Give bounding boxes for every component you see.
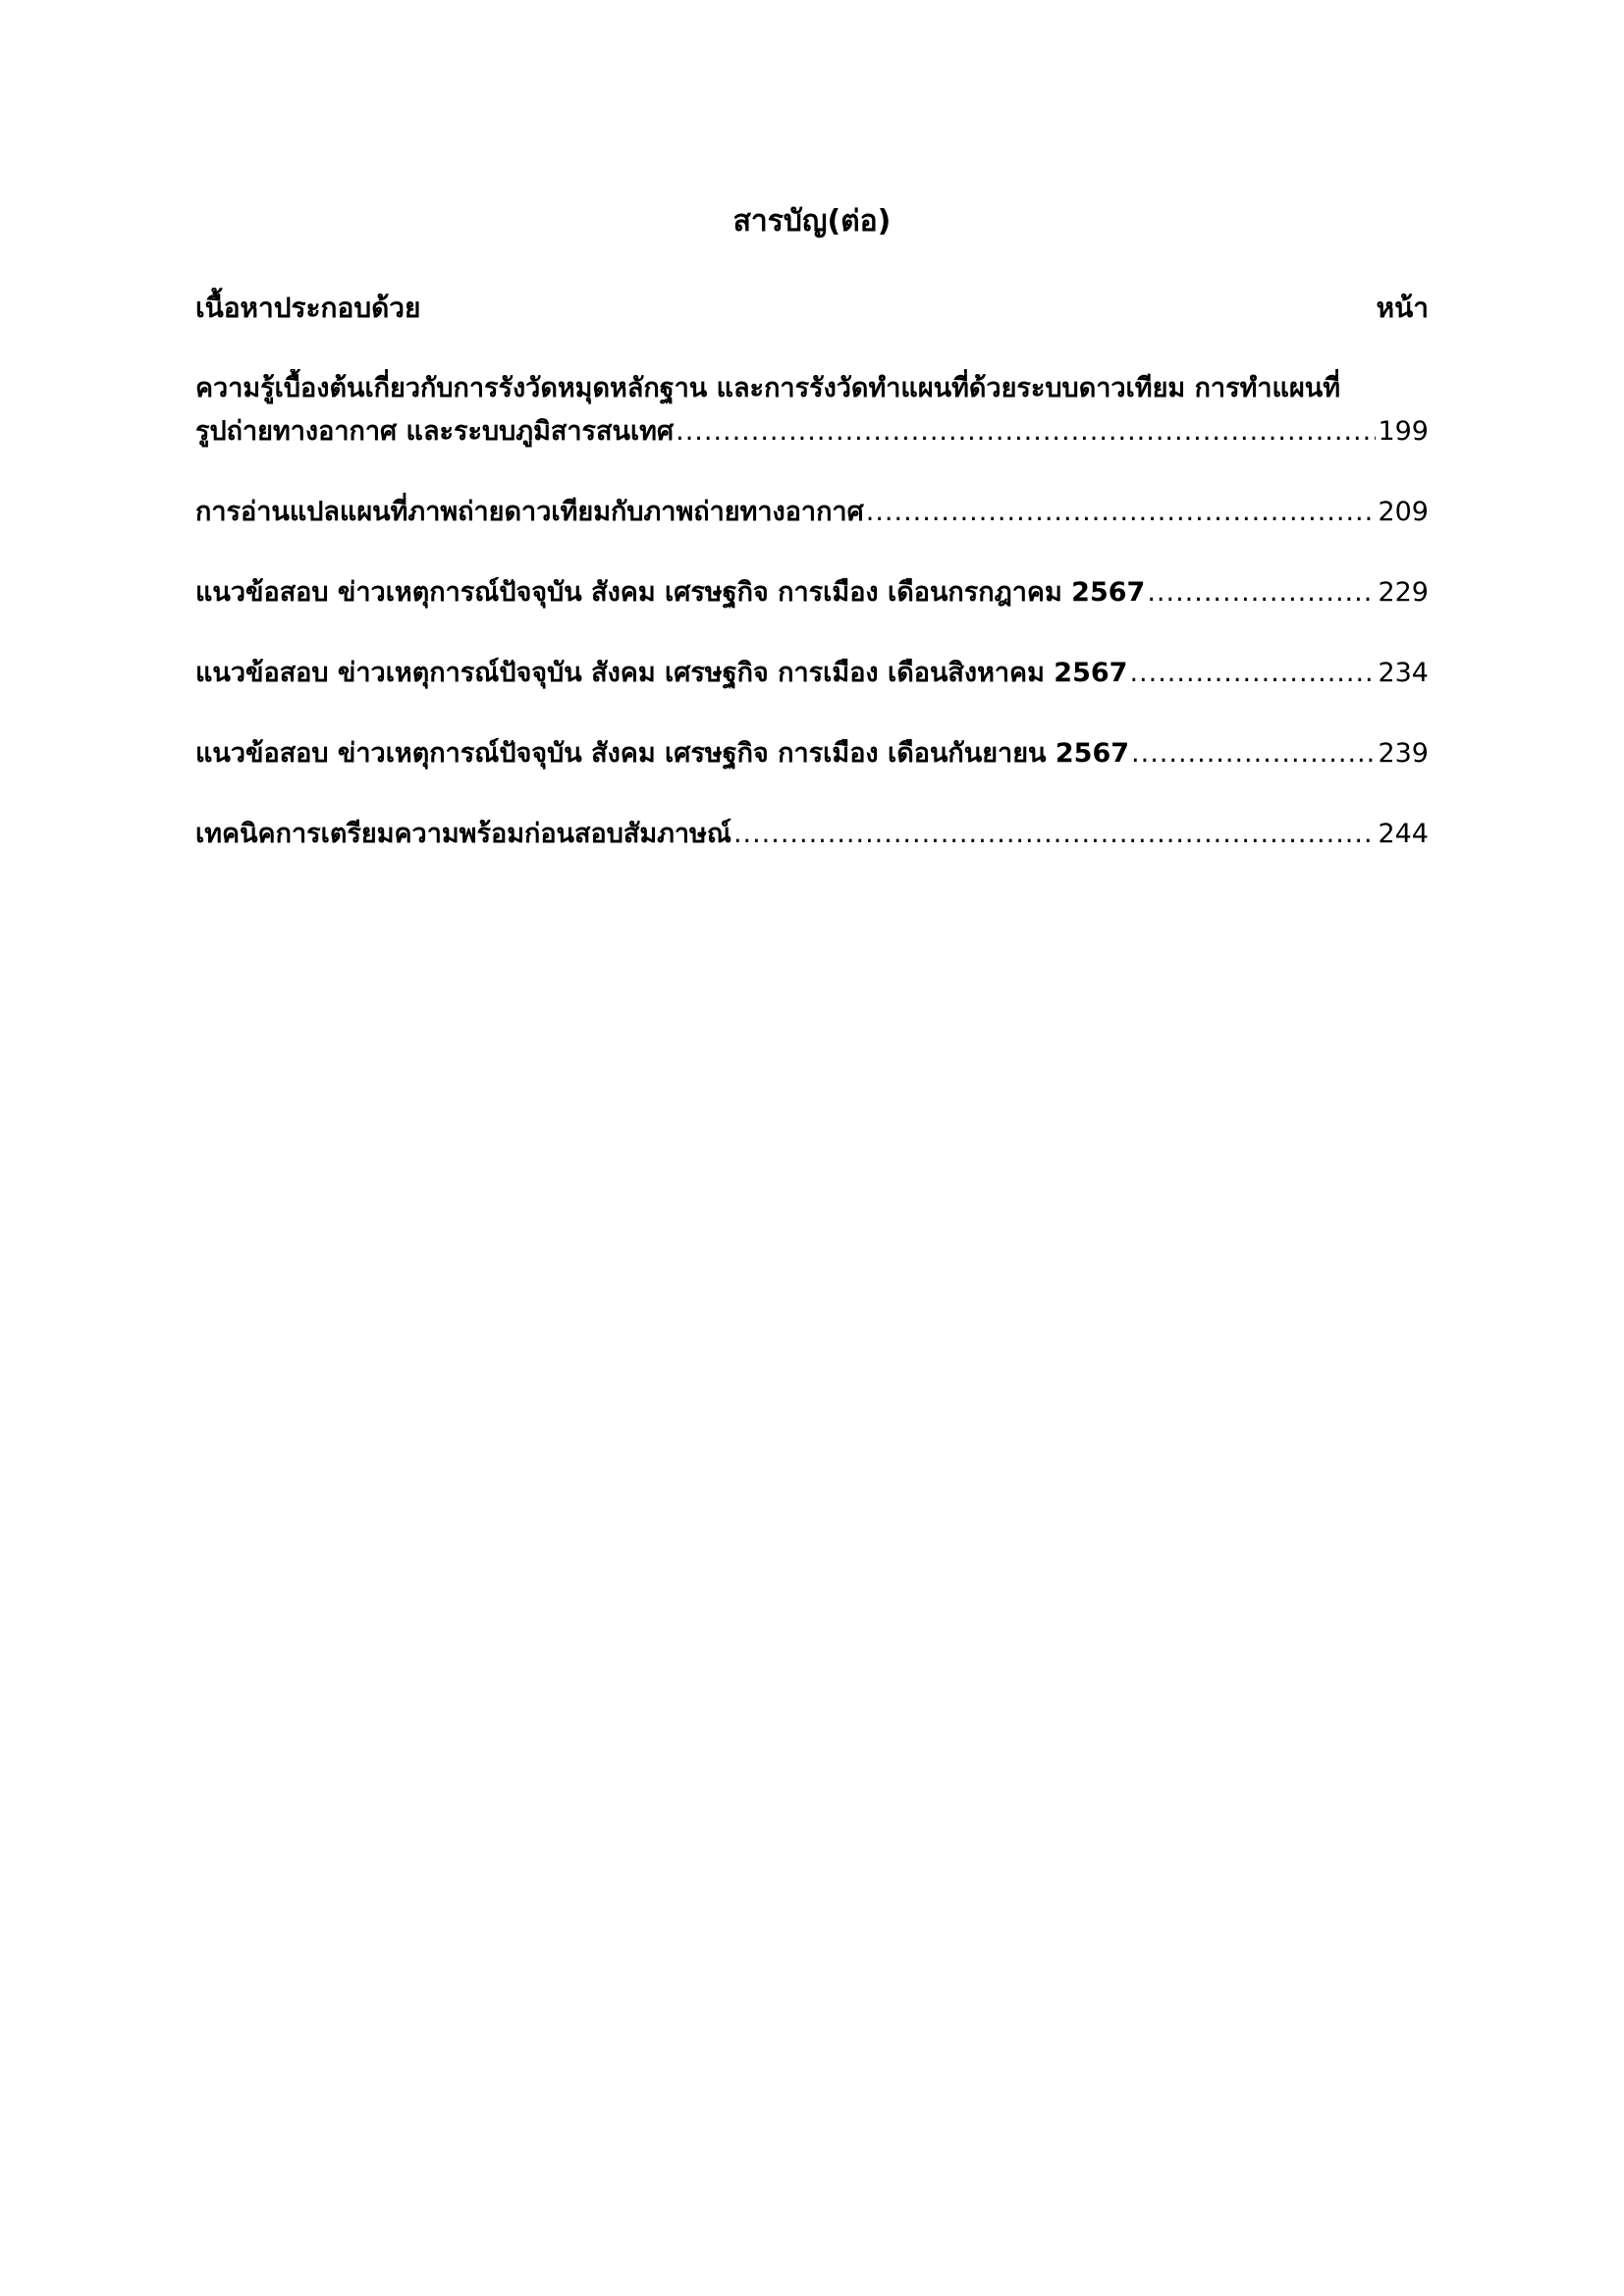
toc-entry: [195, 734, 1429, 774]
toc-page-number: 234: [1378, 658, 1429, 688]
toc-entry: [195, 369, 1429, 452]
toc-entry-text: การอ่านแปลแผนที่ภาพถ่ายดาวเทียมกับภาพถ่ายทางอากาศ: [195, 497, 864, 527]
toc-entry-text: เทคนิคการเตรียมความพร้อมก่อนสอบสัมภาษณ์: [195, 819, 731, 849]
dot-leader: [1129, 654, 1376, 693]
dot-leader: [1147, 573, 1376, 613]
page-title: สารบัญ(ต่อ): [732, 204, 892, 239]
toc-page-number: 209: [1378, 497, 1429, 527]
dot-leader: [1131, 734, 1376, 774]
dot-leader: [733, 815, 1377, 854]
toc-page-number: 199: [1378, 416, 1429, 447]
toc-entry-text-line1: ความรู้เบื้องต้นเกี่ยวกับการรังวัดหมุดหลักฐาน และการรังวัดทำแผนที่ด้วยระบบดาวเทียม การทำแผนที่: [195, 373, 1341, 403]
contents-column-header: เนื้อหาประกอบด้วย: [195, 292, 421, 324]
toc-entry: [195, 815, 1429, 854]
toc-entry: [195, 573, 1429, 613]
toc-page-number: 244: [1378, 819, 1429, 849]
dot-leader: [866, 493, 1377, 532]
toc-column-headers: [195, 289, 1429, 328]
toc-entry-text: แนวข้อสอบ ข่าวเหตุการณ์ปัจจุบัน สังคม เศรษฐกิจ การเมือง เดือนสิงหาคม 2567: [195, 658, 1128, 688]
toc-page-number: 239: [1378, 738, 1429, 769]
toc-entry-text: แนวข้อสอบ ข่าวเหตุการณ์ปัจจุบัน สังคม เศรษฐกิจ การเมือง เดือนกันยายน 2567: [195, 738, 1130, 769]
toc-entry: [195, 493, 1429, 532]
toc-page-number: 229: [1378, 577, 1429, 608]
dot-leader: [676, 412, 1376, 452]
toc-entry-text: แนวข้อสอบ ข่าวเหตุการณ์ปัจจุบัน สังคม เศรษฐกิจ การเมือง เดือนกรกฎาคม 2567: [195, 577, 1146, 608]
toc-entry: [195, 654, 1429, 693]
toc-list: [195, 369, 1429, 895]
page-column-header: หน้า: [1376, 292, 1429, 324]
toc-entry-text: รูปถ่ายทางอากาศ และระบบภูมิสารสนเทศ: [195, 416, 675, 447]
